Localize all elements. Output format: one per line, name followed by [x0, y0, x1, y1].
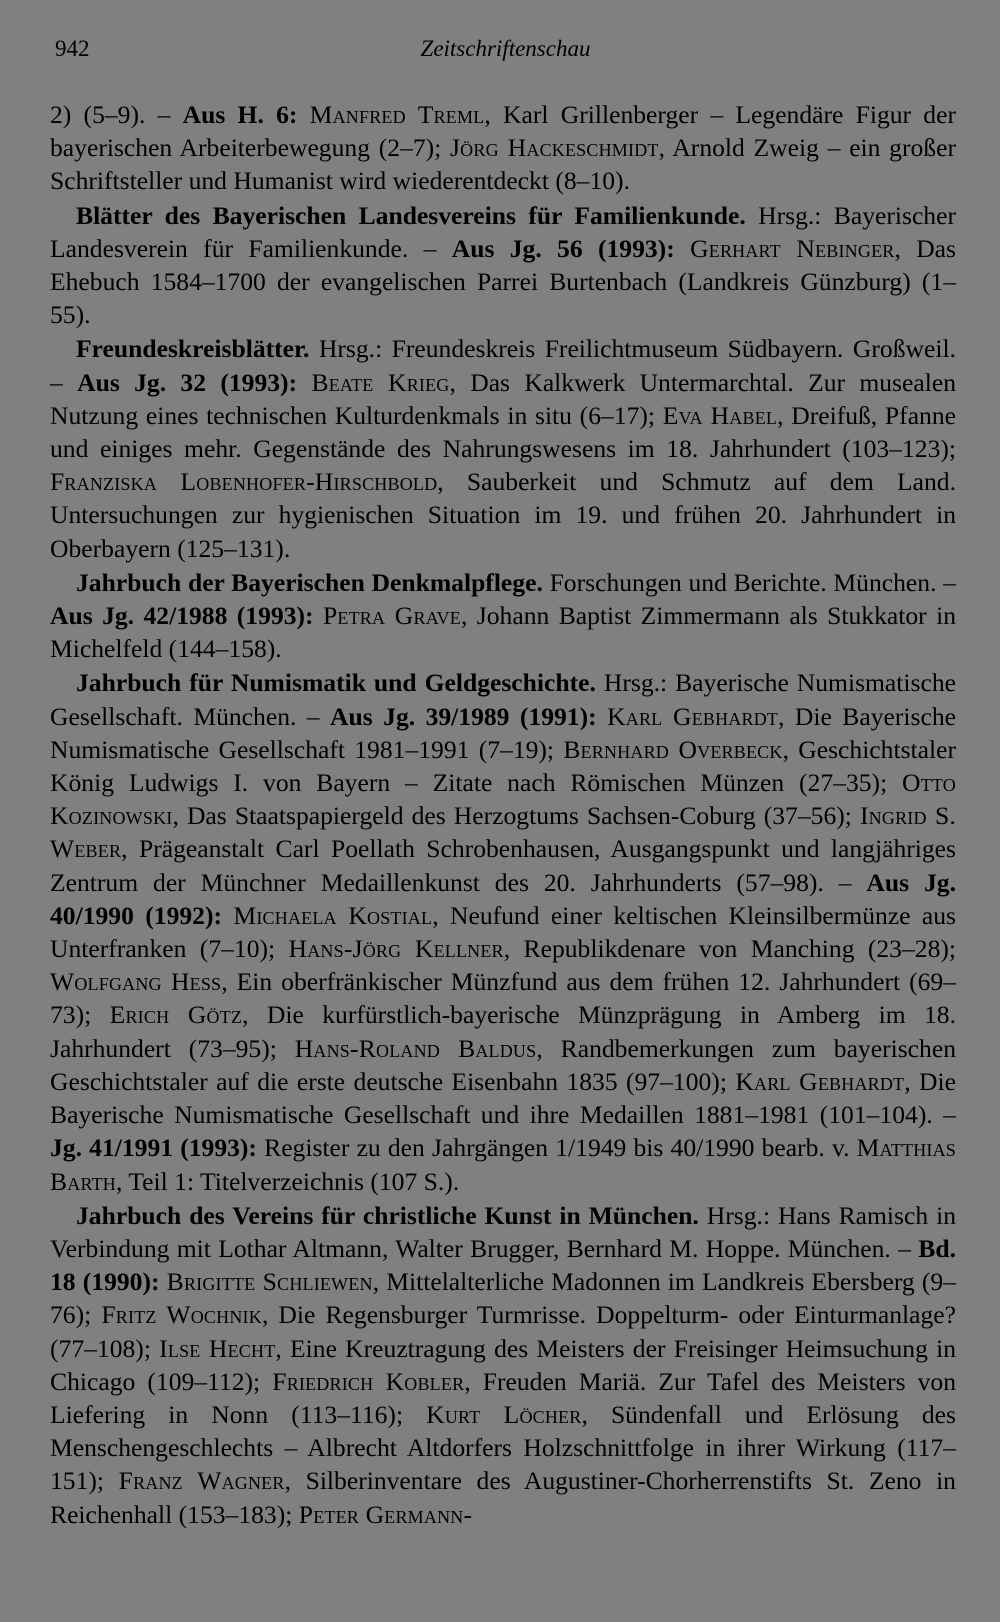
- continued-entry: [50, 98, 956, 198]
- page-header: [55, 30, 956, 70]
- author-name: Kurt Löcher: [426, 1399, 582, 1429]
- volume-heading: Aus Jg. 39/1989 (1991):: [330, 701, 597, 731]
- entry-text: Hrsg.: Hans Ramisch in Verbindung mit Lothar Altmann, Walter Brugger, Bernhard M. Hoppe. München. –: [50, 1200, 956, 1263]
- entry-text: [597, 702, 607, 731]
- entry-text: , Das Ehebuch 1584–1700 der evangelischen Parrei Burtenbach (Landkreis Günzburg) (1–55).: [50, 233, 956, 330]
- entry-text: , Silberinventare des Augustiner-Chorherrenstifts St. Zeno in Reichenhall (153–183);: [50, 1466, 956, 1529]
- entry-text: Register zu den Jahrgängen 1/1949 bis 40/1990 bearb. v.: [256, 1133, 857, 1163]
- entry-text: , Das Kalkwerk Untermarchtal. Zur musealen Nutzung eines technischen Kulturdenkmals in situ (6–17);: [50, 367, 957, 430]
- entry-text: , Mittelalterliche Madonnen im Landkreis Ebersberg (9–76);: [50, 1267, 956, 1330]
- journal-entry: [50, 332, 956, 564]
- journal-title: Jahrbuch für Numismatik und Geldgeschichte.: [76, 668, 596, 698]
- entry-text: , Die Bayerische Numismatische Gesellschaft 1981–1991 (7–19);: [50, 701, 956, 764]
- entry-text: , Arnold Zweig – ein großer Schriftsteller und Humanist wird wiederentdeckt (8–10).: [50, 133, 956, 196]
- author-name: Manfred Treml: [309, 100, 485, 129]
- author-name: Eva Habel: [662, 400, 778, 430]
- author-name: Ilse Hecht: [159, 1333, 276, 1363]
- author-name: Michaela Kostial: [233, 900, 433, 930]
- journal-title: Jahrbuch des Vereins für christliche Kunst in München.: [76, 1200, 699, 1230]
- volume-heading: Aus H. 6:: [182, 100, 298, 129]
- entry-text: Forschungen und Berichte. München. –: [542, 567, 956, 597]
- entry-text: [675, 234, 690, 263]
- author-name: Karl Gebhardt: [735, 1066, 905, 1096]
- author-name: Bernhard Overbeck: [563, 734, 783, 764]
- author-name: Erich Götz: [109, 1000, 243, 1030]
- author-name: Fritz Wochnik: [101, 1300, 262, 1330]
- entry-text: Hrsg.: Bayerischer Landesverein für Familienkunde. –: [50, 200, 956, 263]
- author-name: Jörg Hackeschmidt: [450, 133, 659, 163]
- entry-text: , Republikdenare von Manching (23–28);: [503, 934, 957, 964]
- entry-text: , Eine Kreuztragung des Meisters der Freisinger Heimsuchung in Chicago (109–112);: [50, 1333, 956, 1396]
- journal-title: Jahrbuch der Bayerischen Denkmalpflege.: [76, 567, 543, 597]
- author-name: Ingrid S. Weber: [50, 801, 956, 864]
- volume-heading: Aus Jg. 40/1990 (1992):: [50, 867, 956, 930]
- entry-text: Hrsg.: Bayerische Numismatische Gesellschaft. München. –: [50, 668, 956, 731]
- entry-text: , Das Staatspapiergeld des Herzogtums Sachsen-Coburg (37–56);: [172, 801, 860, 831]
- author-name: Hans-Roland Baldus: [294, 1033, 537, 1063]
- volume-heading: Bd. 18 (1990):: [50, 1233, 956, 1297]
- entry-text: [297, 100, 309, 129]
- journal-title: Freundeskreisblätter.: [76, 334, 310, 364]
- author-name: Beate Krieg: [311, 367, 450, 397]
- entry-text: , Sauberkeit und Schmutz auf dem Land. Untersuchungen zur hygienischen Situation im 19. und frühen 20. Jahrhundert in Oberbayern (125–131).: [50, 467, 956, 563]
- volume-heading: Aus Jg. 42/1988 (1993):: [50, 601, 314, 631]
- author-name: Friedrich Kobler: [272, 1366, 465, 1396]
- entry-text: , Freuden Mariä. Zur Tafel des Meisters von Liefering in Nonn (113–116);: [50, 1366, 957, 1429]
- entry-text: , Prägeanstalt Carl Poellath Schrobenhausen, Ausgangspunkt und langjähriges Zentrum der Münchner Medaillenkunst des 20. Jahrhunderts (57–98). –: [50, 834, 956, 897]
- journal-entry: [50, 199, 956, 332]
- entry-text: , Sündenfall und Erlösung des Menschengeschlechts – Albrecht Altdorfers Holzschnittfolge in ihrer Wirkung (117–151);: [50, 1399, 956, 1496]
- journal-entry: [50, 566, 956, 666]
- author-name: Petra Grave: [322, 601, 461, 631]
- author-name: Franz Wagner: [118, 1466, 285, 1496]
- author-name: Brigitte Schliewen: [166, 1267, 373, 1297]
- entry-text: , Johann Baptist Zimmermann als Stukkator in Michelfeld (144–158).: [50, 601, 957, 664]
- author-name: Wolfgang Hess: [50, 967, 222, 997]
- author-name: Karl Gebhardt: [607, 701, 779, 731]
- running-title: Zeitschriftenschau: [420, 36, 591, 61]
- entry-text: [314, 601, 323, 630]
- entry-text: 2) (5–9). –: [50, 100, 183, 129]
- author-name: Otto Kozinowski: [50, 768, 956, 831]
- author-name: Gerhart Nebinger: [690, 233, 895, 263]
- entry-text: , Neufund einer keltischen Kleinsilbermünze aus Unterfranken (7–10);: [50, 900, 956, 964]
- entry-text: , Randbemerkungen zum bayerischen Geschichtstaler auf die erste deutsche Eisenbahn 1835 (97–100);: [50, 1033, 956, 1096]
- entry-text: , Teil 1: Titelverzeichnis (107 S.).: [116, 1166, 460, 1196]
- body-text: [50, 98, 956, 1532]
- entry-text: , Dreifuß, Pfanne und einiges mehr. Gegenstände des Nahrungswesens im 18. Jahrhundert (103–123);: [50, 400, 957, 464]
- entry-text: , Die Regensburger Turmrisse. Doppelturm- oder Einturmanlage? (77–108);: [50, 1300, 956, 1363]
- entry-text: , Karl Grillenberger – Legendäre Figur der bayerischen Arbeiterbewegung (2–7);: [50, 100, 956, 163]
- author-name: Peter Germann-: [298, 1499, 473, 1529]
- journal-entry: [50, 1199, 956, 1531]
- entry-text: [297, 368, 311, 397]
- volume-heading: Aus Jg. 56 (1993):: [451, 233, 675, 263]
- volume-heading: Aus Jg. 32 (1993):: [77, 367, 298, 397]
- page-number: 942: [55, 36, 90, 61]
- author-name: Franziska Lobenhofer-Hirschbold: [50, 467, 438, 497]
- volume-heading: Jg. 41/1991 (1993):: [50, 1133, 257, 1163]
- author-name: Matthias Barth: [50, 1133, 957, 1196]
- entry-text: [160, 1267, 167, 1296]
- entry-text: [222, 901, 233, 930]
- entry-text: , Die kurfürstlich-bayerische Münzprägung in Amberg im 18. Jahrhundert (73–95);: [50, 1000, 956, 1063]
- entry-text: , Geschichtstaler König Ludwigs I. von Bayern – Zitate nach Römischen Münzen (27–35);: [50, 734, 956, 798]
- journal-title: Blätter des Bayerischen Landesvereins für Familienkunde.: [76, 200, 746, 230]
- author-name: Hans-Jörg Kellner: [288, 934, 504, 964]
- journal-entry: [50, 666, 956, 1197]
- entry-text: Hrsg.: Freundeskreis Freilichtmuseum Südbayern. Großweil. –: [50, 334, 956, 397]
- entry-text: , Die Bayerische Numismatische Gesellschaft und ihre Medaillen 1881–1981 (101–104). –: [50, 1066, 956, 1130]
- entry-text: , Ein oberfränkischer Münzfund aus dem frühen 12. Jahrhundert (69–73);: [50, 967, 956, 1030]
